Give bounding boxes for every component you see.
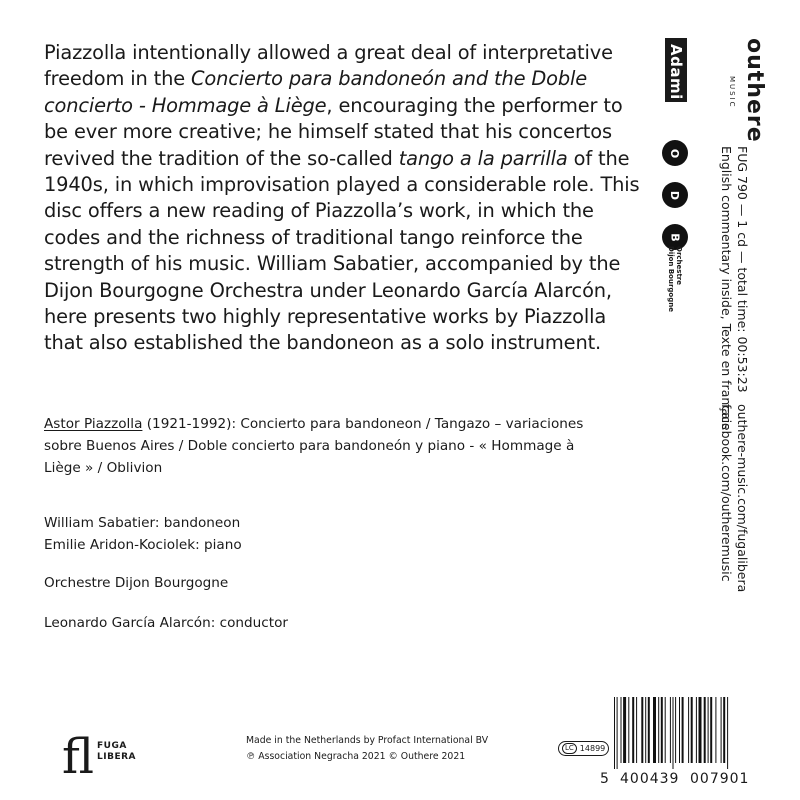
barcode-bar	[648, 697, 650, 763]
credit-bandoneon: William Sabatier: bandoneon	[44, 515, 241, 531]
manufacturing-info	[246, 733, 488, 765]
barcode-bar	[658, 697, 659, 763]
barcode-bar	[675, 697, 676, 763]
barcode-bar	[699, 697, 702, 763]
odb-circle-d: D	[662, 182, 688, 208]
barcode-digits-left: 400439	[620, 771, 680, 787]
barcode-bar	[665, 697, 666, 763]
facebook-url[interactable]: facebook.com/outheremusic	[719, 404, 734, 582]
barcode-bar	[673, 697, 674, 769]
fuga-libera-logo-text: FUGA LIBERA	[97, 741, 136, 762]
barcode-bar	[682, 697, 684, 763]
outhere-url[interactable]: outhere-music.com/fugalibera	[735, 404, 750, 593]
works-list	[44, 413, 604, 479]
copyright: ℗ Association Negracha 2021 © Outhere 2021	[246, 751, 466, 762]
barcode-bar	[636, 697, 637, 763]
intro-text-2: , encouraging the performer to be ever more creative; he himself stated that his concertos revived the tradition of the so-called	[44, 93, 623, 170]
label-code-badge	[558, 741, 609, 756]
barcode-bar	[688, 697, 689, 763]
made-in: Made in the Netherlands by Profact International BV	[246, 735, 489, 746]
barcode-digit-first: 5	[600, 771, 610, 787]
barcode-bar	[641, 697, 643, 763]
barcode-bar	[628, 697, 629, 763]
barcode-bar	[691, 697, 693, 763]
credit-conductor: Leonardo García Alarcón: conductor	[44, 615, 288, 631]
lc-number: 14899	[579, 744, 606, 753]
intro-text-1: Piazzolla intentionally allowed a great deal of interpretative freedom in the	[44, 41, 613, 91]
composer-name: Astor Piazzolla	[44, 416, 143, 432]
intro-tango-term: tango a la parrilla	[398, 146, 568, 170]
barcode-digits-right: 007901	[690, 771, 750, 787]
barcode	[612, 697, 752, 769]
outhere-logo: outhere	[742, 38, 767, 143]
adami-logo	[665, 38, 687, 102]
barcode-bar	[670, 697, 671, 763]
barcode-bar	[715, 697, 716, 763]
barcode-bar	[710, 697, 712, 763]
lc-mark: LC	[562, 743, 577, 754]
adami-logo-text: Adami	[667, 44, 685, 100]
odb-circle-o: O	[662, 140, 688, 166]
barcode-bar	[661, 697, 663, 763]
barcode-bar	[653, 697, 656, 763]
barcode-bar	[708, 697, 709, 763]
barcode-bar	[645, 697, 646, 763]
credit-piano: Emilie Aridon-Kociolek: piano	[44, 537, 242, 553]
barcode-bar	[614, 697, 615, 769]
barcode-bar	[617, 697, 618, 769]
intro-paragraph	[44, 40, 644, 357]
outhere-music-subtitle: MUSIC	[728, 76, 736, 109]
credit-orchestra: Orchestre Dijon Bourgogne	[44, 575, 229, 591]
catalog-info: FUG 790 — 1 cd — total time: 00:53:23	[735, 146, 750, 393]
barcode-bar	[621, 697, 622, 763]
intro-text-3: of the 1940s, in which improvisation played a considerable role. This disc offers a new reading of Piazzolla’s work, in which the codes and the richness of traditional tango reinforce the strength of his music. William Sabatier, accompanied by the Dijon Bourgogne Orchestra under Leonardo García Alarcón, here presents two highly representative works by Piazzolla that also established the bandoneon as a solo instrument.	[44, 146, 640, 355]
barcode-bar	[623, 697, 626, 763]
odb-label: Orchestre Dijon Bourgogne	[667, 246, 683, 312]
commentary-note: English commentary inside, Texte en français	[719, 146, 734, 430]
barcode-bar	[721, 697, 722, 763]
barcode-bar	[723, 697, 725, 763]
works-text: (1921-1992): Concierto para bandoneon / Tangazo – variaciones sobre Buenos Aires / Doble concierto para bandoneón y piano - « Hommage à Liège » / Oblivion	[44, 416, 584, 476]
odb-circle-b: B	[662, 224, 688, 250]
barcode-bar	[696, 697, 697, 763]
intro-works-title: Concierto para bandoneón and the Doble concierto - Hommage à Liège	[44, 67, 588, 117]
fuga-libera-logo-mark: fl	[62, 729, 95, 785]
barcode-bar	[704, 697, 706, 763]
barcode-bar	[679, 697, 680, 763]
barcode-bar	[632, 697, 634, 763]
barcode-bar	[727, 697, 728, 769]
